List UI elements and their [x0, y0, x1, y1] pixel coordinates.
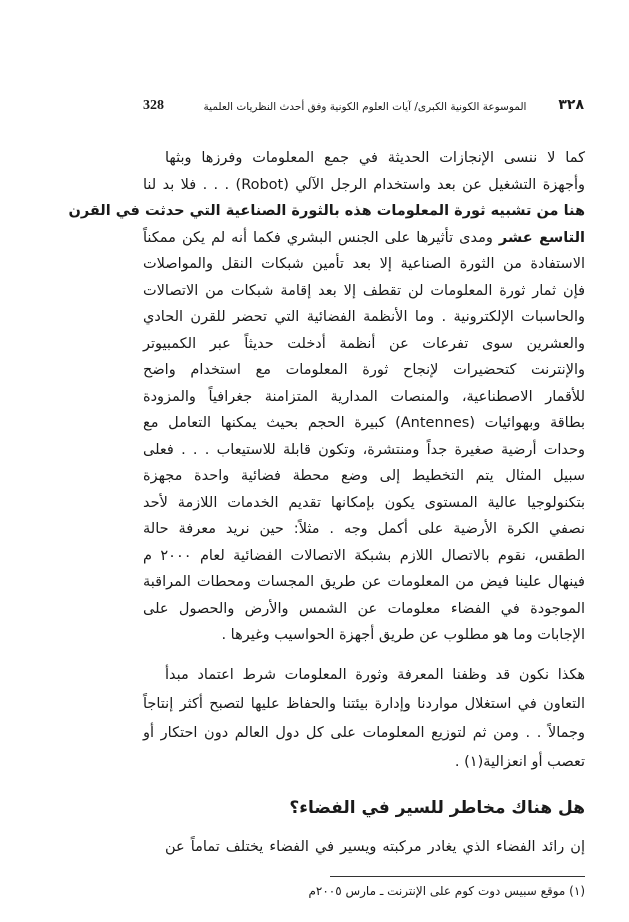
text-line: والعشرين سوى تفرعات عن أنظمة أدخلت حديثاً عبر الكمبيوتر: [143, 336, 585, 352]
text-line: [68, 201, 585, 221]
text-line: للأقمار الاصطناعية، والمنصات المدارية المتزامنة جغرافياً والمزودة: [143, 389, 585, 405]
section-heading: هل هناك مخاطر للسير في الفضاء؟: [289, 798, 585, 818]
page-number-arabic: ٣٢٨: [558, 97, 584, 113]
text-line: وحدات أرضية صغيرة جداً ومنتشرة، وتكون قابلة للاستيعاب . . . فعلى: [143, 442, 585, 458]
text-line: هكذا نكون قد وظفنا المعرفة وثورة المعلومات شرط اعتماد مبدأ: [165, 667, 585, 683]
text-line: نصفي الكرة الأرضية على أكمل وجه . مثلاً: حين نريد معرفة حالة: [143, 521, 585, 537]
text-line: فينهال علينا فيض من المعلومات عن طريق المجسات ومحطات المراقبة: [143, 574, 585, 590]
footnote: (١) موقع سبيس دوت كوم على الإنترنت ـ مارس ٢٠٠٥م: [308, 884, 585, 898]
running-title: الموسوعة الكونية الكبرى/ آيات العلوم الكونية وفق أحدث النظريات العلمية: [203, 101, 527, 113]
bold-text: هنا من تشبيه ثورة المعلومات هذه بالثورة الصناعية التي حدثت في القرن: [68, 203, 585, 219]
text-line: سبيل المثال يتم التخطيط إلى وضع محطة فضائية واحدة مجهزة: [143, 468, 585, 484]
footnote-divider: [330, 876, 585, 877]
text-line: التعاون في استغلال مواردنا وإدارة بيئتنا والحفاظ عليها لتصبح أكثر إنتاجاً: [143, 696, 585, 712]
bold-text: التاسع عشر: [498, 230, 586, 246]
text-line: [143, 228, 585, 248]
text-line: والإنترنت كتحضيرات لإنجاح ثورة المعلومات مع استخدام واضح: [143, 362, 585, 378]
text-line: فإن ثمار ثورة المعلومات لن تقطف إلا بعد إقامة شبكات من الاتصالات: [143, 283, 585, 299]
line-text: ومدى تأثيرها على الجنس البشري فكما أنه لم يكن ممكناً: [143, 230, 493, 246]
text-line: الاستفادة من الثورة الصناعية إلا بعد تأمين شبكات النقل والمواصلات: [143, 256, 585, 272]
text-line: الموجودة في الفضاء معلومات عن الشمس والأرض والحصول على: [143, 601, 585, 617]
text-line: والحاسبات الإلكترونية . وما الأنظمة الفضائية التي تحضر للقرن الحادي: [143, 309, 585, 325]
text-line: بتكنولوجيا عالية المستوى يكون بإمكانها تقديم الخدمات اللازمة لأحد: [143, 495, 585, 511]
text-line: الإجابات وما هو مطلوب عن طريق أجهزة الحواسيب وغيرها .: [221, 627, 585, 643]
text-line: وأجهزة التشغيل عن بعد واستخدام الرجل الآلي (Robot) . . . فلا بد لنا: [143, 177, 585, 193]
page-number-latin: 328: [143, 98, 164, 113]
text-line: كما لا ننسى الإنجازات الحديثة في جمع المعلومات وفرزها وبثها: [165, 150, 585, 166]
text-line: إن رائد الفضاء الذي يغادر مركبته ويسير في الفضاء يختلف تماماً عن: [165, 839, 585, 855]
text-line: وجمالاً . . ومن ثم لتوزيع المعلومات على كل دول العالم دون احتكار أو: [143, 725, 585, 741]
text-line: تعصب أو انعزالية(١) .: [454, 754, 585, 770]
text-line: بطاقة وبهوائيات (Antennes) كبيرة الحجم بحيث يمكنها التعامل مع: [143, 415, 585, 431]
text-line: الطقس، نقوم بالاتصال اللازم بشبكة الاتصالات الفضائية لعام ٢٠٠٠ م: [143, 548, 585, 564]
